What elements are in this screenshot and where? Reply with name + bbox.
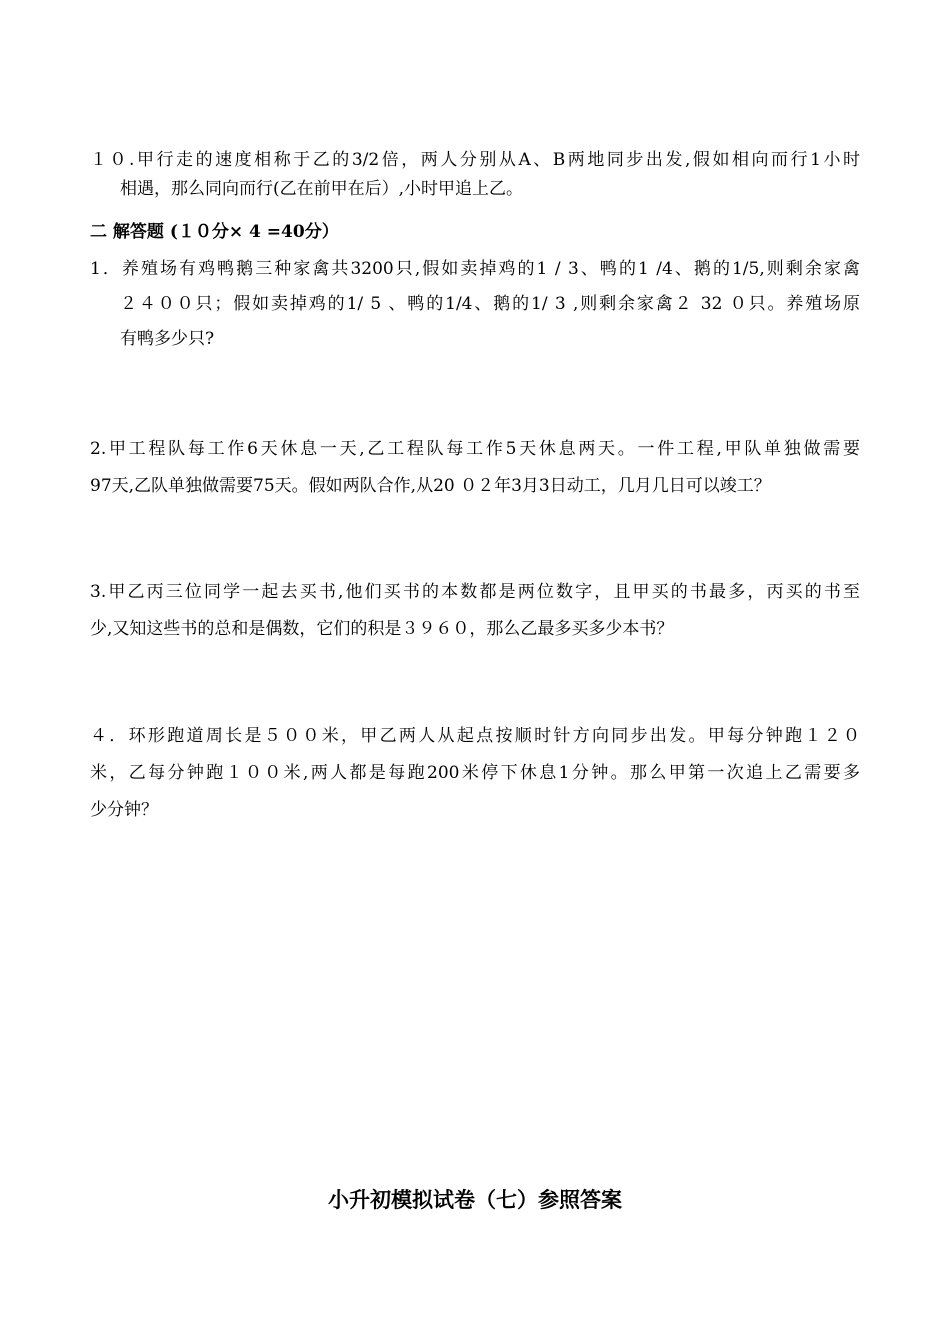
problem-2-line-2: 97天,乙队单独做需要75天。假如两队合作,从20 ０２年3月3日动工，几月几日可以竣工？ bbox=[90, 476, 771, 496]
problem-4-line-1: ４．环形跑道周长是５００米，甲乙两人从起点按顺时针方向同步出发。甲每分钟跑１２０ bbox=[90, 726, 860, 746]
question-10-line-2: 相遇，那么同向而行(乙在前甲在后）,小时甲追上乙。 bbox=[120, 179, 524, 199]
problem-4 bbox=[90, 722, 860, 825]
answer-title: 小升初模拟试卷（七）参照答案 bbox=[328, 1187, 622, 1212]
problem-1-line-2: ２４００只；假如卖掉鸡的1/ 5 、鸭的1/4、鹅的1/ 3 ,则剩余家禽２ 32 ０只。养殖场原 bbox=[120, 294, 860, 314]
problem-4-line-2: 米，乙每分钟跑１００米,两人都是每跑200米停下休息1分钟。那么甲第一次追上乙需要多 bbox=[90, 763, 860, 783]
problem-2 bbox=[90, 435, 860, 501]
problem-3-line-2: 少,又知这些书的总和是偶数，它们的积是３９６０，那么乙最多买多少本书？ bbox=[90, 619, 674, 639]
problem-2-line-1: 2.甲工程队每工作6天休息一天,乙工程队每工作5天休息两天。一件工程,甲队单独做需要 bbox=[90, 439, 860, 459]
question-10-line-1: １０.甲行走的速度相称于乙的3/2倍，两人分别从A、B两地同步出发,假如相向而行1小时 bbox=[90, 150, 860, 170]
section-2-heading: 二 解答题 (１０分× 4 =40分） bbox=[90, 222, 339, 242]
problem-1 bbox=[90, 255, 860, 354]
question-10 bbox=[90, 146, 860, 204]
problem-1-line-3: 有鸭多少只? bbox=[120, 329, 215, 349]
problem-3 bbox=[90, 578, 860, 644]
problem-1-line-1: 1．养殖场有鸡鸭鹅三种家禽共3200只,假如卖掉鸡的1 / 3、鸭的1 /4、鹅的1/5,则剩余家禽 bbox=[90, 259, 860, 279]
problem-4-line-3: 少分钟？ bbox=[90, 800, 158, 820]
problem-3-line-1: 3.甲乙丙三位同学一起去买书,他们买书的本数都是两位数字，且甲买的书最多，丙买的书至 bbox=[90, 582, 860, 602]
